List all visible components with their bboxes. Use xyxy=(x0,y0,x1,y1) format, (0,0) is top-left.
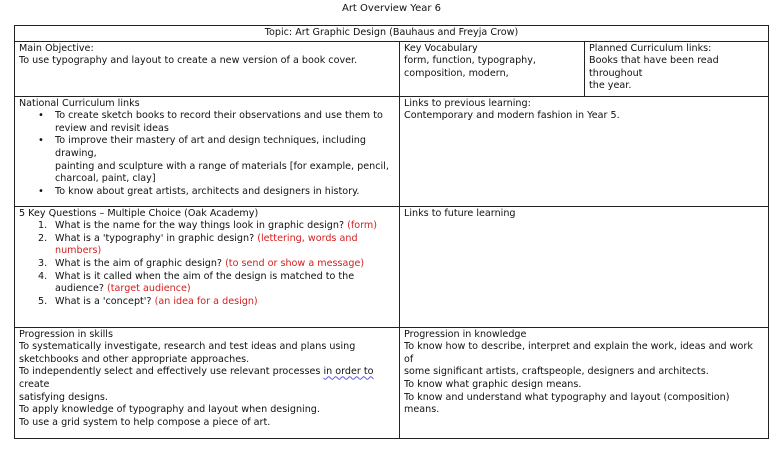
question-text: audience? xyxy=(55,283,104,295)
planned-links-line: the year. xyxy=(589,80,632,92)
skills-text: To independently select and effectively use relevant processes xyxy=(19,366,324,378)
progression-skills-heading: Progression in skills xyxy=(19,328,113,340)
question-item xyxy=(38,232,395,258)
question-answer: (lettering, words and xyxy=(257,232,358,244)
future-learning-cell xyxy=(400,206,769,327)
national-curriculum-heading: National Curriculum links xyxy=(19,97,140,109)
planned-links-heading: Planned Curriculum links: xyxy=(589,42,712,54)
list-item-text: • To know about great artists, architects and designers in history. xyxy=(55,185,360,197)
skills-line: To use a grid system to help compose a piece of art. xyxy=(19,416,271,428)
question-number: 5. xyxy=(38,295,48,307)
list-item-text: painting and sculpture with a range of materials [for example, pencil, xyxy=(55,160,389,172)
list-item-text: review and revisit ideas xyxy=(55,122,169,134)
progression-knowledge-cell xyxy=(400,327,769,438)
question-answer: (an idea for a design) xyxy=(154,295,258,307)
question-text: What is the name for the way things look in graphic design? xyxy=(55,220,345,232)
question-number: 4. xyxy=(38,270,48,282)
planned-links-line: Books that have been read throughout xyxy=(589,55,719,79)
national-curriculum-list xyxy=(19,110,395,198)
key-questions-heading: 5 Key Questions – Multiple Choice (Oak Academy) xyxy=(19,207,259,219)
main-objective-cell xyxy=(15,41,400,96)
progression-knowledge-heading: Progression in knowledge xyxy=(404,328,527,340)
question-item xyxy=(38,220,395,233)
key-vocabulary-line: composition, modern, xyxy=(404,67,509,79)
previous-learning-heading: Links to previous learning: xyxy=(404,97,531,109)
skills-line: To systematically investigate, research and test ideas and plans using xyxy=(19,341,356,353)
question-item xyxy=(38,257,395,271)
national-curriculum-cell xyxy=(15,96,400,206)
key-vocabulary-line: form, function, typography, xyxy=(404,55,536,67)
question-number: 1. xyxy=(38,220,48,232)
knowledge-line: To know and understand what typography and layout (composition) means. xyxy=(404,391,730,416)
key-vocabulary-cell xyxy=(400,41,585,96)
list-item xyxy=(55,135,395,185)
skills-line: satisfying designs. xyxy=(19,391,108,403)
question-item xyxy=(38,295,395,309)
question-text: What is the aim of graphic design? xyxy=(55,257,222,269)
question-item xyxy=(38,270,395,296)
grammar-squiggle-text: in order to xyxy=(323,366,374,378)
key-questions-list xyxy=(19,220,395,308)
progression-skills-cell xyxy=(15,327,400,438)
previous-learning-cell xyxy=(400,96,769,206)
question-text: What is a 'concept'? xyxy=(55,295,152,307)
list-item xyxy=(55,110,395,135)
knowledge-line: some significant artists, craftspeople, designers and architects. xyxy=(404,366,709,378)
skills-text: create xyxy=(19,378,50,390)
list-item-text: charcoal, paint, clay] xyxy=(55,173,156,185)
question-text: What is it called when the aim of the design is matched to the xyxy=(55,270,355,282)
question-answer: (target audience) xyxy=(107,283,191,295)
topic-cell: Topic: Art Graphic Design (Bauhaus and Freyja Crow) xyxy=(15,26,769,42)
previous-learning-text: Contemporary and modern fashion in Year 5. xyxy=(404,110,620,122)
document-title: Art Overview Year 6 xyxy=(341,3,442,14)
knowledge-line: To know what graphic design means. xyxy=(404,378,582,390)
question-text: What is a 'typography' in graphic design? xyxy=(55,232,255,244)
skills-line xyxy=(19,366,395,391)
progression-row xyxy=(15,327,769,438)
key-questions-row xyxy=(15,206,769,327)
topic-row xyxy=(15,26,769,42)
list-item-text: • To create sketch books to record their observations and use them to xyxy=(55,110,383,122)
main-objective-text: To use typography and layout to create a new version of a book cover. xyxy=(19,55,358,67)
question-number: 2. xyxy=(38,232,48,244)
question-answer: numbers) xyxy=(55,245,102,257)
main-objective-heading: Main Objective: xyxy=(19,42,94,54)
national-curriculum-row xyxy=(15,96,769,206)
question-answer: (to send or show a message) xyxy=(225,257,365,269)
skills-line: sketchbooks and other appropriate approaches. xyxy=(19,353,250,365)
question-answer: (form) xyxy=(347,220,377,232)
list-item-text: • To improve their mastery of art and design techniques, including drawing, xyxy=(55,135,366,159)
key-questions-cell xyxy=(15,206,400,327)
skills-line: To apply knowledge of typography and layout when designing. xyxy=(19,404,320,416)
planned-links-cell xyxy=(585,41,769,96)
question-number: 3. xyxy=(38,257,48,269)
future-learning-heading: Links to future learning xyxy=(404,207,516,219)
overview-table xyxy=(14,25,769,439)
knowledge-line: To know how to describe, interpret and explain the work, ideas and work of xyxy=(404,341,753,365)
list-item xyxy=(55,186,395,199)
key-vocabulary-heading: Key Vocabulary xyxy=(404,42,478,54)
objective-row xyxy=(15,41,769,96)
